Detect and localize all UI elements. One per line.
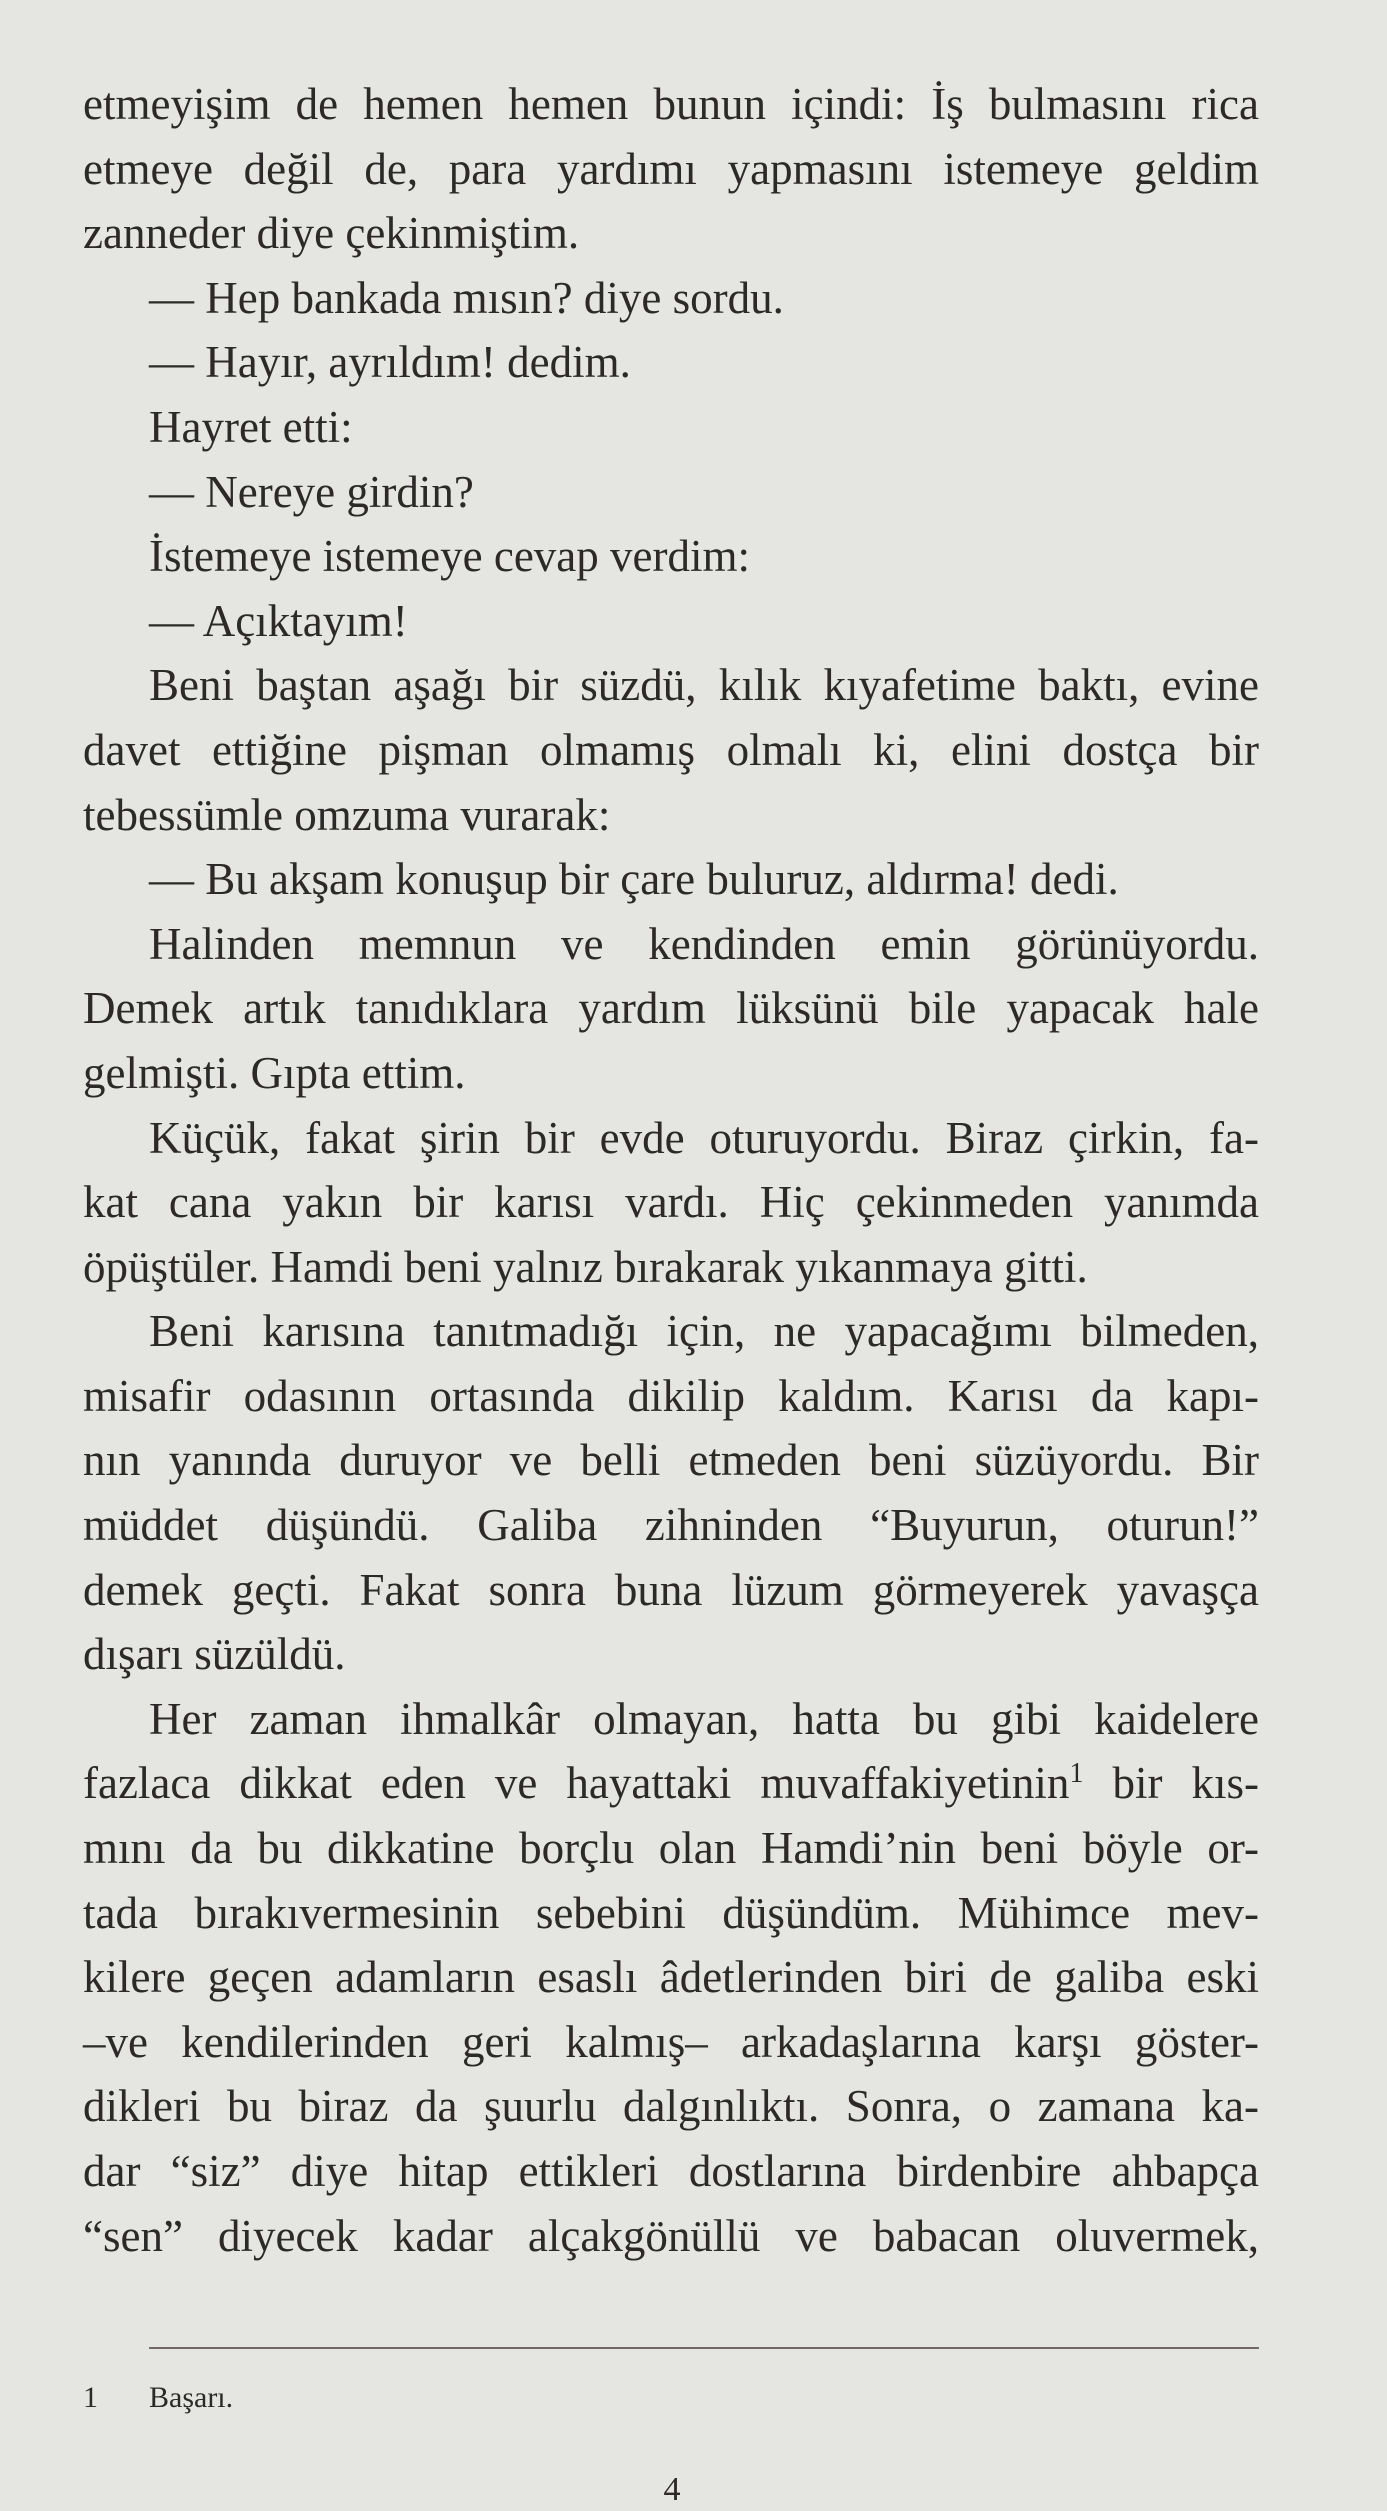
text-line bbox=[83, 330, 1259, 395]
text-line bbox=[83, 1687, 1259, 1752]
text-line bbox=[83, 524, 1259, 589]
text-line bbox=[83, 912, 1259, 977]
body-text bbox=[83, 72, 1259, 2268]
text-line-content: Halinden memnun ve kendinden emin görünüyordu. bbox=[149, 918, 1259, 969]
text-line-content: etmeyişim de hemen hemen bunun içindi: İş bulmasını rica bbox=[83, 79, 1259, 129]
text-line bbox=[83, 653, 1259, 718]
text-line bbox=[83, 1493, 1259, 1558]
footnote-text: Başarı. bbox=[149, 2381, 234, 2414]
text-line-content: öpüştüler. Hamdi beni yalnız bırakarak yıkanmaya gitti. bbox=[83, 1241, 1088, 1292]
text-line bbox=[83, 1428, 1259, 1493]
text-line bbox=[83, 589, 1259, 654]
text-line bbox=[83, 783, 1259, 848]
text-line bbox=[83, 1041, 1259, 1106]
text-line-content: nın yanında duruyor ve belli etmeden beni süzüyordu. Bir bbox=[83, 1435, 1259, 1486]
text-line-content: Beni baştan aşağı bir süzdü, kılık kıyafetime baktı, evine bbox=[149, 660, 1259, 711]
footnote-divider bbox=[149, 2347, 1259, 2349]
text-line bbox=[83, 137, 1259, 202]
text-line-continuation: bir kıs- bbox=[1083, 1758, 1259, 1809]
text-line-content: gelmişti. Gıpta ettim. bbox=[83, 1047, 466, 1098]
text-line-content: dışarı süzüldü. bbox=[83, 1629, 346, 1680]
text-line-content: — Bu akşam konuşup bir çare buluruz, aldırma! dedi. bbox=[149, 854, 1119, 905]
footnote-reference: 1 bbox=[1069, 1758, 1084, 1790]
text-line bbox=[83, 1170, 1259, 1235]
text-line-content: kilere geçen adamların esaslı âdetlerinden biri de galiba eski bbox=[83, 1952, 1259, 2003]
text-line-content: etmeye değil de, para yardımı yapmasını istemeye geldim bbox=[83, 143, 1259, 194]
text-line-content: İstemeye istemeye cevap verdim: bbox=[149, 531, 750, 582]
text-line bbox=[83, 1558, 1259, 1623]
text-line-content: tada bırakıvermesinin sebebini düşündüm. Mühimce mev- bbox=[83, 1887, 1259, 1938]
text-line-content: — Hayır, ayrıldım! dedim. bbox=[149, 337, 631, 388]
text-line-content: –ve kendilerinden geri kalmış– arkadaşlarına karşı göster- bbox=[83, 2016, 1259, 2067]
text-line bbox=[83, 1751, 1259, 1816]
text-line bbox=[83, 1945, 1259, 2010]
text-line bbox=[83, 1816, 1259, 1881]
text-line-content: — Hep bankada mısın? diye sordu. bbox=[149, 272, 784, 323]
text-line-content: “sen” diyecek kadar alçakgönüllü ve babacan oluvermek, bbox=[83, 2210, 1259, 2261]
text-line bbox=[83, 976, 1259, 1041]
text-line bbox=[83, 460, 1259, 525]
text-line-content: tebessümle omzuma vurarak: bbox=[83, 789, 611, 840]
text-line-content: zanneder diye çekinmiştim. bbox=[83, 208, 580, 259]
text-line bbox=[83, 1364, 1259, 1429]
text-line-content: — Nereye girdin? bbox=[149, 466, 474, 517]
text-line-content: misafir odasının ortasında dikilip kaldım. Karısı da kapı- bbox=[83, 1370, 1259, 1421]
text-line bbox=[83, 2010, 1259, 2075]
text-line-content: müddet düşündü. Galiba zihninden “Buyurun, oturun!” bbox=[83, 1500, 1259, 1551]
text-line-content: Demek artık tanıdıklara yardım lüksünü bile yapacak hale bbox=[83, 983, 1259, 1034]
text-line bbox=[83, 2139, 1259, 2204]
text-line bbox=[83, 201, 1259, 266]
text-line bbox=[83, 1622, 1259, 1687]
page-number: 4 bbox=[663, 2471, 681, 2508]
text-line bbox=[83, 2204, 1259, 2269]
footnote bbox=[83, 2378, 233, 2418]
text-line bbox=[83, 266, 1259, 331]
text-line-content: demek geçti. Fakat sonra buna lüzum görmeyerek yavaşça bbox=[83, 1564, 1259, 1615]
text-line-content: fazlaca dikkat eden ve hayattaki muvaffakiyetinin bbox=[83, 1758, 1070, 1809]
text-line-content: kat cana yakın bir karısı vardı. Hiç çekinmeden yanımda bbox=[83, 1177, 1259, 1228]
text-line bbox=[83, 72, 1259, 137]
text-line-content: mını da bu dikkatine borçlu olan Hamdi’nin beni böyle or- bbox=[83, 1823, 1259, 1874]
text-line-content: davet ettiğine pişman olmamış olmalı ki, elini dostça bir bbox=[83, 724, 1259, 775]
footnote-number: 1 bbox=[83, 2381, 98, 2414]
text-line bbox=[83, 1106, 1259, 1171]
text-line bbox=[83, 1235, 1259, 1300]
text-line bbox=[83, 395, 1259, 460]
text-line bbox=[83, 1881, 1259, 1946]
text-line bbox=[83, 1299, 1259, 1364]
text-line bbox=[83, 847, 1259, 912]
text-line-content: dikleri bu biraz da şuurlu dalgınlıktı. Sonra, o zamana ka- bbox=[83, 2081, 1259, 2132]
text-line-content: Her zaman ihmalkâr olmayan, hatta bu gibi kaidelere bbox=[149, 1693, 1259, 1744]
text-line bbox=[83, 718, 1259, 783]
text-line-content: — Açıktayım! bbox=[149, 595, 408, 646]
text-line-content: dar “siz” diye hitap ettikleri dostlarına birdenbire ahbapça bbox=[83, 2146, 1259, 2196]
text-line bbox=[83, 2074, 1259, 2139]
text-line-content: Beni karısına tanıtmadığı için, ne yapacağımı bilmeden, bbox=[149, 1306, 1259, 1357]
text-line-content: Hayret etti: bbox=[149, 401, 353, 452]
text-line-content: Küçük, fakat şirin bir evde oturuyordu. Biraz çirkin, fa- bbox=[149, 1112, 1259, 1163]
